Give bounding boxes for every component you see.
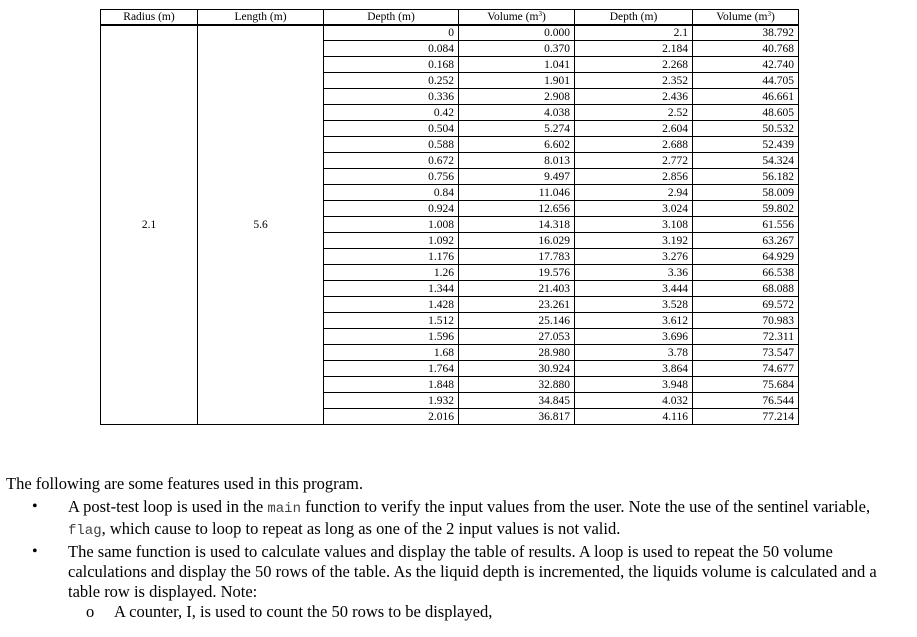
volume-cell: 25.146 [459, 313, 575, 329]
table-header [101, 10, 799, 25]
volume-cell: 59.802 [693, 201, 799, 217]
depth-cell: 0.504 [324, 121, 459, 137]
depth-cell: 1.26 [324, 265, 459, 281]
volume-cell: 36.817 [459, 409, 575, 425]
volume-cell: 1.901 [459, 73, 575, 89]
volume-cell: 21.403 [459, 281, 575, 297]
depth-cell: 2.688 [575, 137, 693, 153]
depth-cell: 0.756 [324, 169, 459, 185]
depth-cell: 1.848 [324, 377, 459, 393]
depth-cell: 1.512 [324, 313, 459, 329]
volume-cell: 42.740 [693, 57, 799, 73]
volume-cell: 61.556 [693, 217, 799, 233]
volume-cell: 58.009 [693, 185, 799, 201]
sub-list [68, 602, 911, 622]
volume-cell: 6.602 [459, 137, 575, 153]
list-item: • The same function is used to calculate values and display the table of results. A loop is used to repeat the 50 volume calculations and display the 50 rows of the table. As the liquid depth is incremented, the liquids volume is calculated and a table row is displayed. Note: o A counter, I, is used to count the 50 rows to be displayed, [6, 542, 911, 622]
volume-cell: 77.214 [693, 409, 799, 425]
depth-cell: 2.1 [575, 25, 693, 41]
volume-cell: 44.705 [693, 73, 799, 89]
explanation-text [6, 474, 911, 623]
header-depth-2: Depth (m) [575, 10, 693, 25]
volume-cell: 28.980 [459, 345, 575, 361]
code-flag: flag [68, 523, 102, 539]
depth-cell: 3.78 [575, 345, 693, 361]
depth-cell: 2.436 [575, 89, 693, 105]
volume-cell: 40.768 [693, 41, 799, 57]
depth-cell: 2.856 [575, 169, 693, 185]
depth-cell: 2.268 [575, 57, 693, 73]
depth-cell: 1.344 [324, 281, 459, 297]
depth-cell: 2.016 [324, 409, 459, 425]
volume-cell: 46.661 [693, 89, 799, 105]
intro-paragraph: The following are some features used in this program. [6, 474, 363, 493]
header-length: Length (m) [198, 10, 324, 25]
depth-cell: 3.528 [575, 297, 693, 313]
volume-cell: 11.046 [459, 185, 575, 201]
volume-cell: 4.038 [459, 105, 575, 121]
volume-cell: 76.544 [693, 393, 799, 409]
depth-cell: 0.336 [324, 89, 459, 105]
feature-list [6, 497, 911, 622]
length-cell: 5.6 [198, 25, 324, 425]
depth-cell: 0.588 [324, 137, 459, 153]
code-main: main [267, 501, 301, 517]
depth-cell: 0.672 [324, 153, 459, 169]
volume-cell: 70.983 [693, 313, 799, 329]
depth-cell: 3.276 [575, 249, 693, 265]
depth-cell: 1.764 [324, 361, 459, 377]
header-radius: Radius (m) [101, 10, 198, 25]
depth-cell: 1.176 [324, 249, 459, 265]
volume-cell: 72.311 [693, 329, 799, 345]
table-row [101, 25, 799, 41]
volume-cell: 69.572 [693, 297, 799, 313]
depth-cell: 2.184 [575, 41, 693, 57]
depth-cell: 3.024 [575, 201, 693, 217]
depth-cell: 0.084 [324, 41, 459, 57]
depth-cell: 3.948 [575, 377, 693, 393]
volume-cell: 0.370 [459, 41, 575, 57]
volume-cell: 52.439 [693, 137, 799, 153]
depth-cell: 0 [324, 25, 459, 41]
depth-cell: 1.092 [324, 233, 459, 249]
depth-cell: 2.52 [575, 105, 693, 121]
depth-cell: 1.68 [324, 345, 459, 361]
depth-cell: 3.864 [575, 361, 693, 377]
radius-cell: 2.1 [101, 25, 198, 425]
volume-cell: 32.880 [459, 377, 575, 393]
table-body [101, 25, 799, 425]
volume-cell: 12.656 [459, 201, 575, 217]
depth-cell: 2.772 [575, 153, 693, 169]
depth-cell: 2.604 [575, 121, 693, 137]
depth-cell: 2.352 [575, 73, 693, 89]
volume-cell: 19.576 [459, 265, 575, 281]
volume-cell: 50.532 [693, 121, 799, 137]
header-volume-1: Volume $(m^3)$ [459, 10, 575, 25]
depth-cell: 0.168 [324, 57, 459, 73]
depth-cell: 4.032 [575, 393, 693, 409]
depth-cell: 4.116 [575, 409, 693, 425]
volume-cell: 74.677 [693, 361, 799, 377]
depth-cell: 3.192 [575, 233, 693, 249]
depth-cell: 1.008 [324, 217, 459, 233]
volume-cell: 14.318 [459, 217, 575, 233]
volume-cell: 34.845 [459, 393, 575, 409]
depth-cell: 0.924 [324, 201, 459, 217]
volume-cell: 66.538 [693, 265, 799, 281]
volume-cell: 9.497 [459, 169, 575, 185]
volume-cell: 75.684 [693, 377, 799, 393]
sub-list-item: o A counter, I, is used to count the 50 rows to be displayed, [68, 602, 911, 622]
volume-cell: 56.182 [693, 169, 799, 185]
depth-cell: 3.696 [575, 329, 693, 345]
depth-cell: 0.252 [324, 73, 459, 89]
depth-cell: 3.444 [575, 281, 693, 297]
volume-cell: 38.792 [693, 25, 799, 41]
depth-cell: 3.108 [575, 217, 693, 233]
depth-cell: 3.612 [575, 313, 693, 329]
volume-cell: 30.924 [459, 361, 575, 377]
depth-cell: 3.36 [575, 265, 693, 281]
depth-cell: 1.596 [324, 329, 459, 345]
results-table [100, 9, 799, 425]
volume-cell: 17.783 [459, 249, 575, 265]
depth-cell: 2.94 [575, 185, 693, 201]
volume-cell: 27.053 [459, 329, 575, 345]
volume-cell: 64.929 [693, 249, 799, 265]
volume-cell: 2.908 [459, 89, 575, 105]
depth-cell: 1.428 [324, 297, 459, 313]
volume-cell: 5.274 [459, 121, 575, 137]
volume-cell: 63.267 [693, 233, 799, 249]
depth-cell: 1.932 [324, 393, 459, 409]
list-item: • A post-test loop is used in the main function to verify the input values from the user. Note the use of the sentinel variable, flag, which cause to loop to repeat as long as one of the 2 input values is not valid. [6, 497, 911, 541]
volume-cell: 68.088 [693, 281, 799, 297]
depth-cell: 0.84 [324, 185, 459, 201]
depth-cell: 0.42 [324, 105, 459, 121]
volume-cell: 23.261 [459, 297, 575, 313]
volume-cell: 1.041 [459, 57, 575, 73]
volume-cell: 54.324 [693, 153, 799, 169]
volume-cell: 8.013 [459, 153, 575, 169]
volume-cell: 16.029 [459, 233, 575, 249]
header-volume-2: Volume $(m^3)$ [693, 10, 799, 25]
volume-cell: 73.547 [693, 345, 799, 361]
volume-cell: 48.605 [693, 105, 799, 121]
header-depth-1: Depth (m) [324, 10, 459, 25]
volume-cell: 0.000 [459, 25, 575, 41]
